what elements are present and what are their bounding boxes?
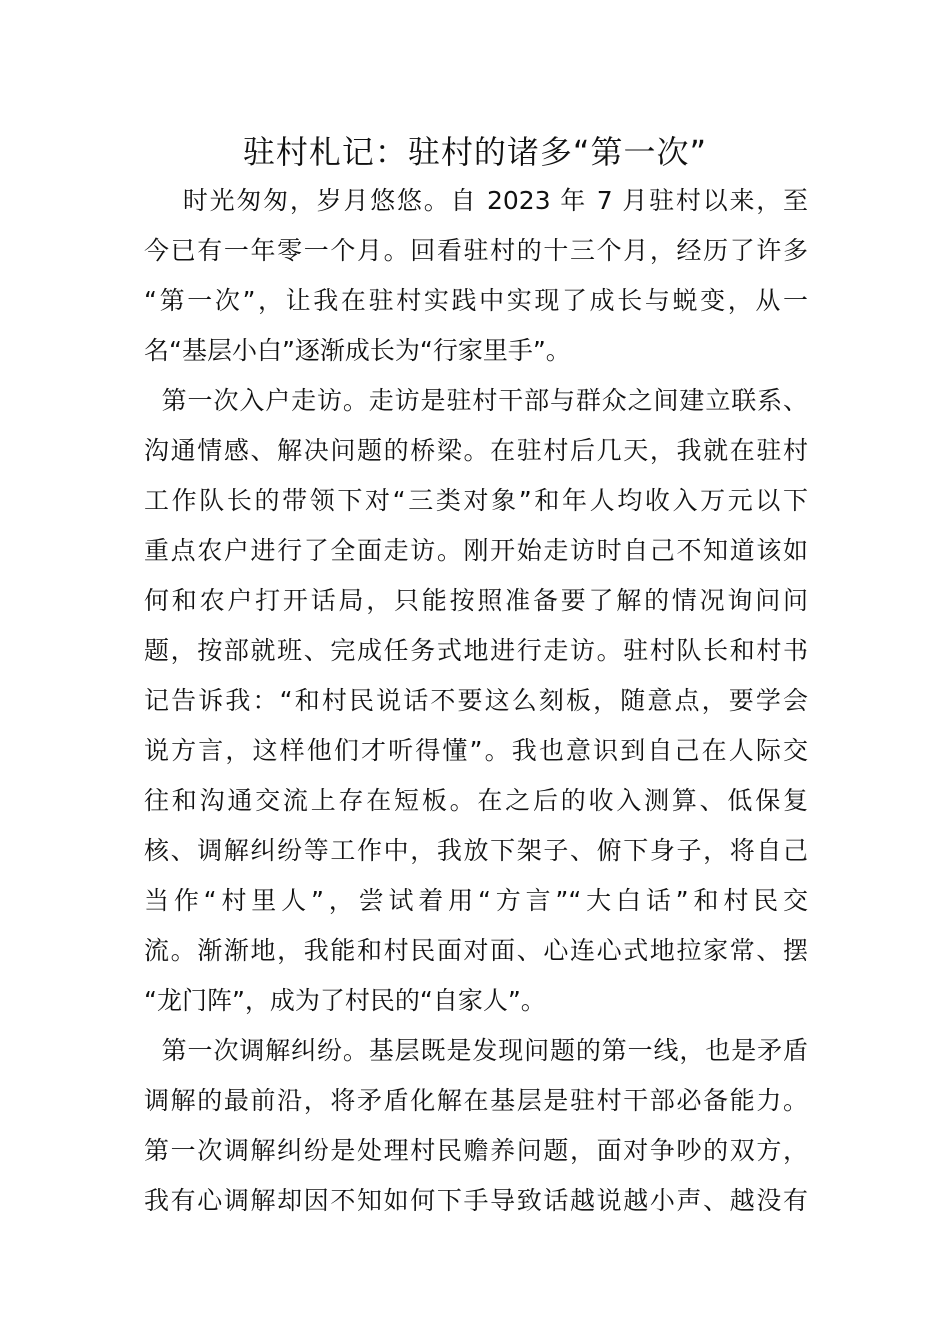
text-line: 核、调解纠纷等工作中，我放下架子、俯下身子，将自己 bbox=[144, 836, 808, 865]
text-line: 我有心调解却因不知如何下手导致话越说越小声、越没有 bbox=[144, 1186, 808, 1215]
text-line: 第一次调解纠纷是处理村民赡养问题，面对争吵的双方， bbox=[144, 1136, 808, 1165]
text-line: 何和农户打开话局，只能按照准备要了解的情况询问问 bbox=[144, 586, 808, 615]
text-line: 沟通情感、解决问题的桥梁。在驻村后几天，我就在驻村 bbox=[144, 436, 808, 465]
text-line: “第一次”，让我在驻村实践中实现了成长与蜕变，从一 bbox=[144, 286, 808, 315]
text-line: 流。渐渐地，我能和村民面对面、心连心式地拉家常、摆 bbox=[144, 936, 808, 965]
text-line: 第一次入户走访。走访是驻村干部与群众之间建立联系、 bbox=[144, 386, 808, 415]
text-line: 第一次调解纠纷。基层既是发现问题的第一线，也是矛盾 bbox=[144, 1036, 808, 1065]
text-line: 重点农户进行了全面走访。刚开始走访时自己不知道该如 bbox=[144, 536, 808, 565]
text-line: 时光匆匆，岁月悠悠。自 2023 年 7 月驻村以来，至 bbox=[144, 186, 808, 215]
document-title: 驻村札记：驻村的诸多“第一次” bbox=[242, 133, 708, 171]
text-line: 说方言，这样他们才听得懂”。我也意识到自己在人际交 bbox=[144, 736, 808, 765]
text-line: 今已有一年零一个月。回看驻村的十三个月，经历了许多 bbox=[144, 236, 808, 265]
text-line: 工作队长的带领下对“三类对象”和年人均收入万元以下 bbox=[144, 486, 808, 515]
text-line: 当作“村里人”，尝试着用“方言”“大白话”和村民交 bbox=[144, 886, 808, 915]
text-line: “龙门阵”，成为了村民的“自家人”。 bbox=[144, 986, 546, 1015]
text-line: 题，按部就班、完成任务式地进行走访。驻村队长和村书 bbox=[144, 636, 808, 665]
document-body bbox=[144, 176, 808, 1226]
text-line: 名“基层小白”逐渐成长为“行家里手”。 bbox=[144, 336, 571, 365]
text-line: 调解的最前沿，将矛盾化解在基层是驻村干部必备能力。 bbox=[144, 1086, 808, 1115]
text-line: 往和沟通交流上存在短板。在之后的收入测算、低保复 bbox=[144, 786, 808, 815]
text-line: 记告诉我：“和村民说话不要这么刻板，随意点，要学会 bbox=[144, 686, 808, 715]
